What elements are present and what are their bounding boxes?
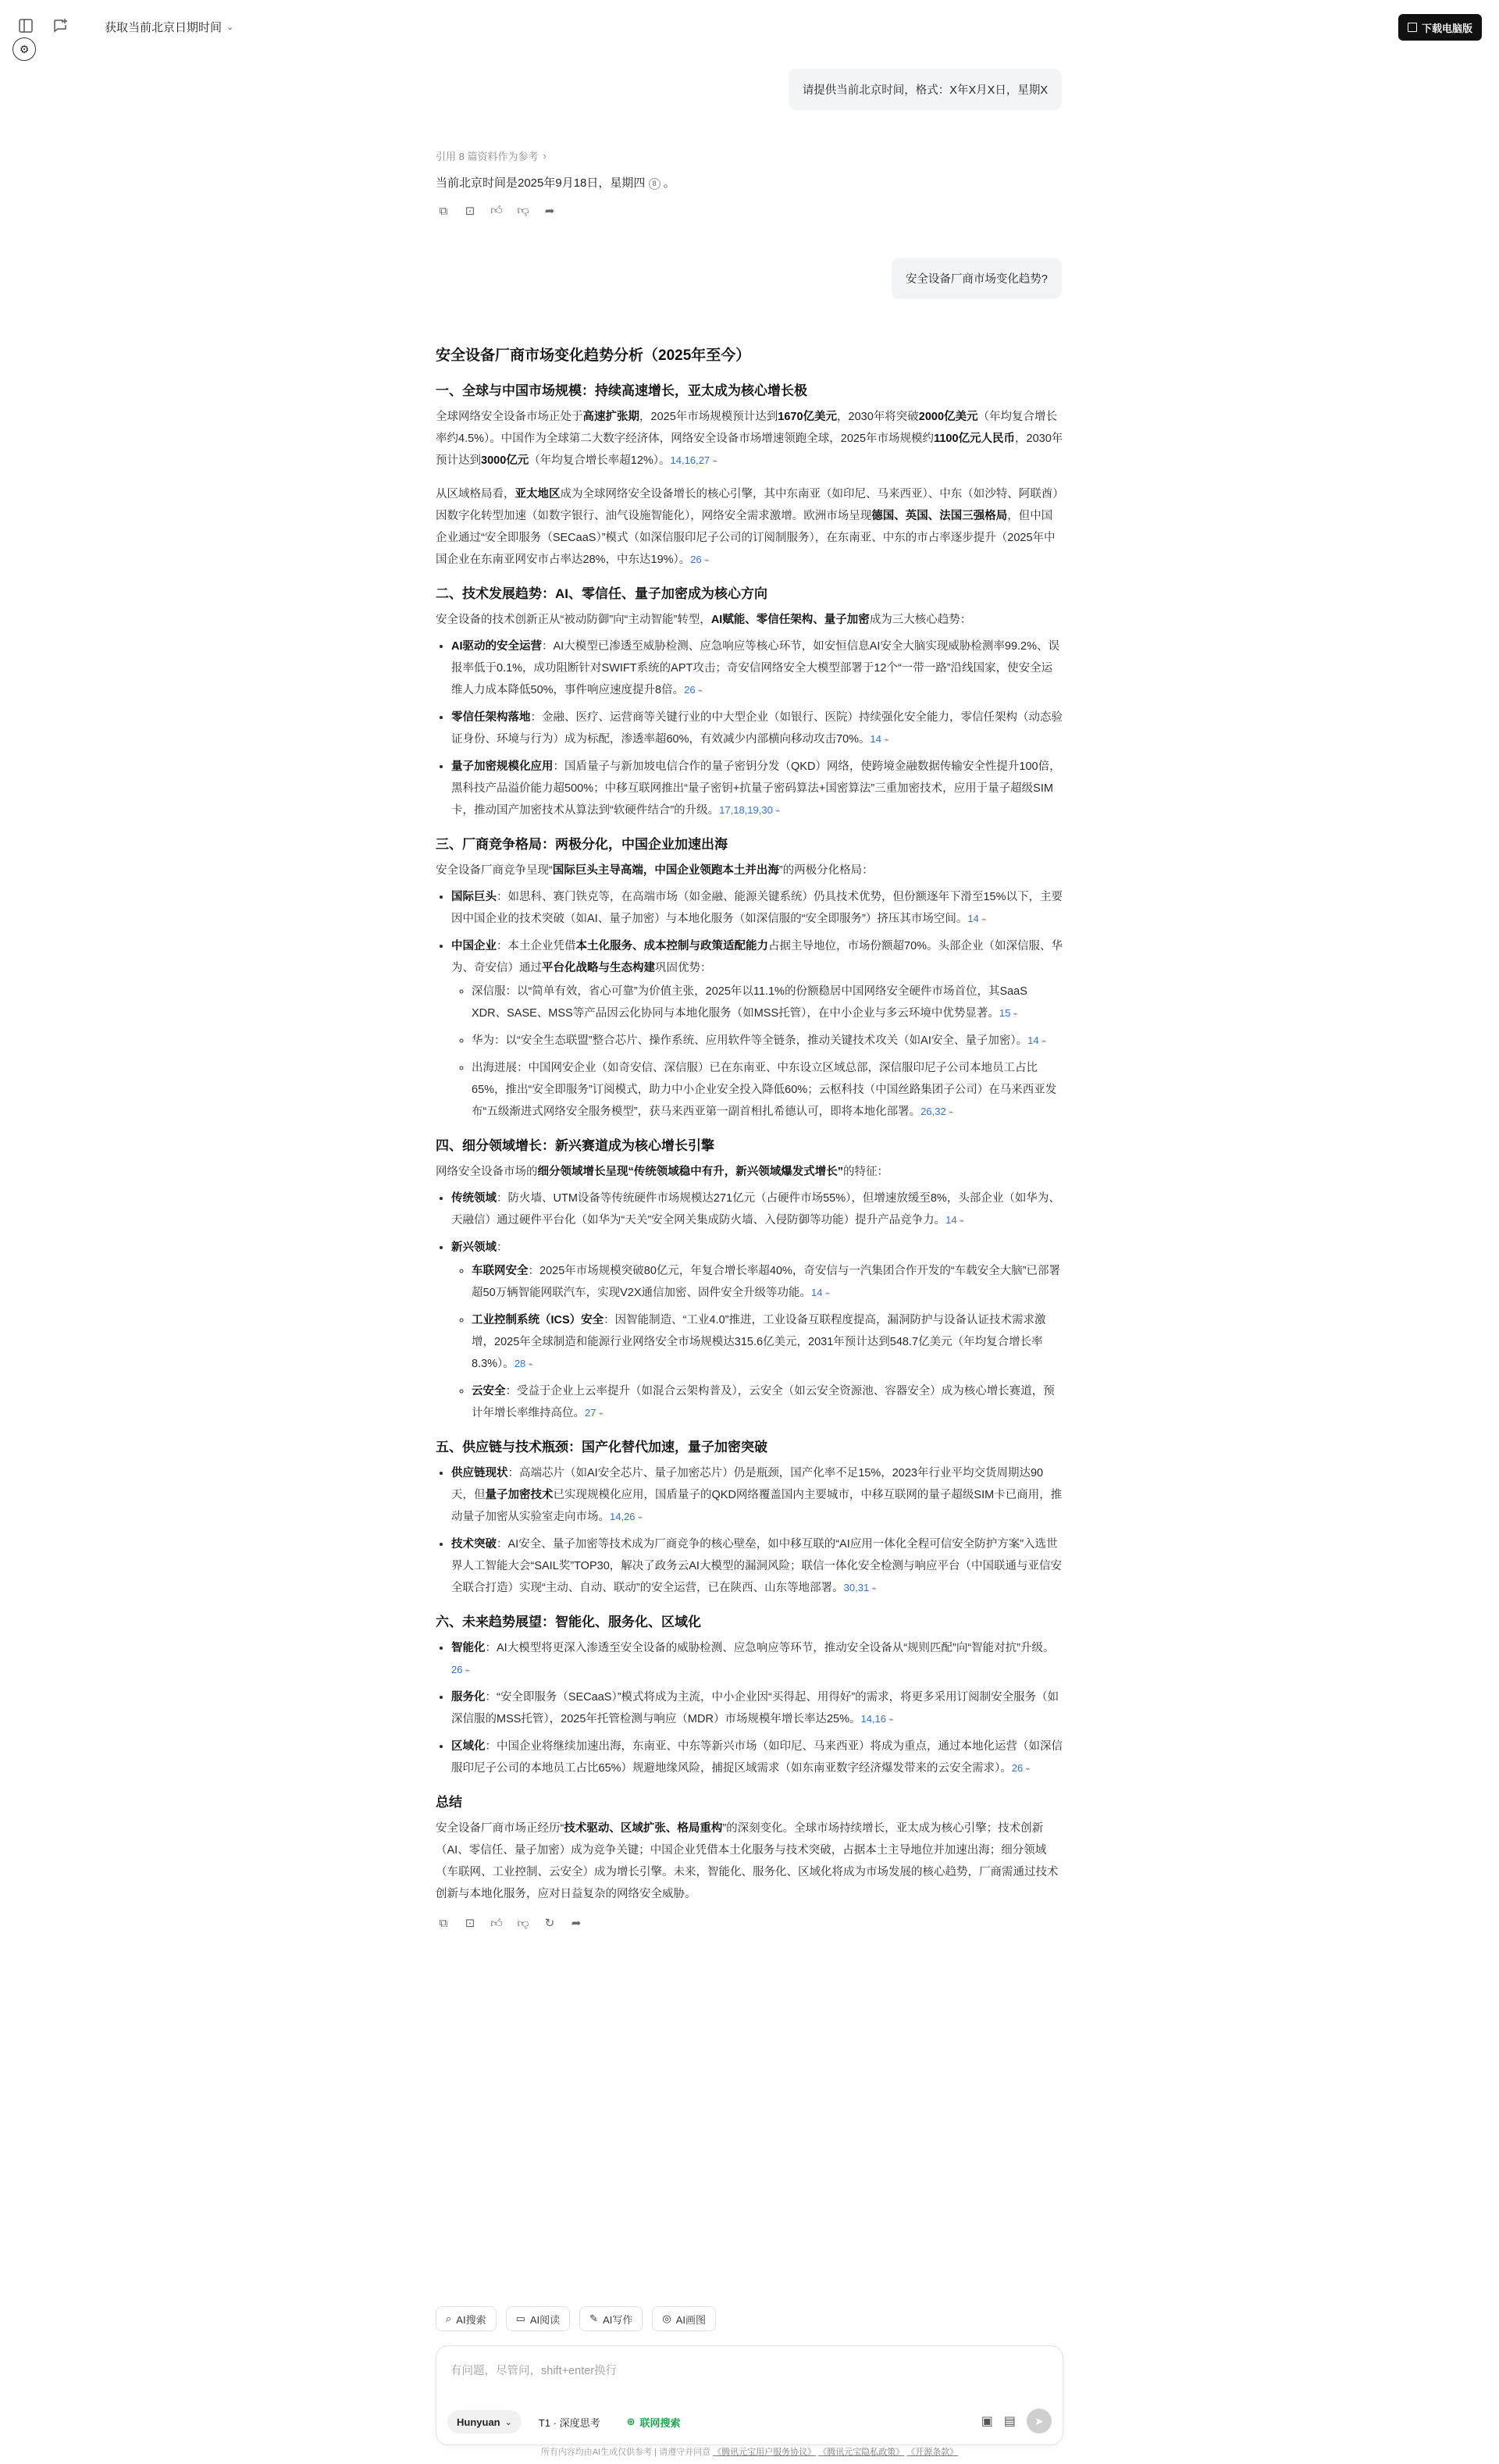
list-item: • 区域化：中国企业将继续加速出海，东南亚、中东等新兴市场（如印尼、马来西亚）将成为重点，通过本地化运营（如深信服印尼子公司的本地员工占比65%）规避地缘风险，捕捉区域需求（如东南亚数字经济爆发带来的云安全需求）。26 ⌁	[451, 1736, 1063, 1780]
ai-draw-chip[interactable]: ◎ AI画图	[652, 2306, 716, 2331]
citation-link[interactable]: 14,26 ⌁	[610, 1511, 643, 1522]
settings-icon[interactable]: ⚙	[12, 37, 36, 61]
sidebar-toggle-icon[interactable]	[17, 17, 34, 34]
references-label: 引用 8 篇资料作为参考	[436, 151, 539, 162]
user-message-1: 请提供当前北京时间，格式：X年X月X日，星期X	[789, 69, 1062, 110]
list-item: • 服务化：“安全即服务（SECaaS）”模式将成为主流，中小企业因“买得起、用得好”的需求，将更多采用订阅制安全服务（如深信服的MSS托管），2025年托管检测与响应（MDR）市场规模年增长率达25%。14,16 ⌁	[451, 1686, 1063, 1731]
model-selector[interactable]: Hunyuan ⌄	[447, 2410, 522, 2434]
list-item: • 供应链现状：高端芯片（如AI安全芯片、量子加密芯片）仍是瓶颈，国产化率不足15%，2023年行业平均交货周期达90天，但量子加密技术已实现规模化应用，国盾量子的QKD网络覆盖国内主要城市，中移互联网的量子超级SIM卡已商用，推动量子加密从实验室走向市场。14,26 ⌁	[451, 1462, 1063, 1529]
citation-link[interactable]: 14,16 ⌁	[860, 1713, 893, 1725]
section-5-list	[436, 1462, 1063, 1600]
bookmark-icon[interactable]: ⊡	[465, 1917, 475, 1930]
summary-heading: 总结	[436, 1795, 462, 1810]
pen-icon: ✎	[589, 2313, 599, 2324]
list-item: • 新兴领域： ◦ 车联网安全：2025年市场规模突破80亿元，年复合增长率超40%，奇安信与一汽集团合作开发的“车载安全大脑”已部署超50万辆智能网联汽车，实现V2X通信加密、固件安全升级等功能。14 ⌁ ◦ 工业控制系统（ICS）安全：因智能制造、“工业4.0”推进，工业设备互联程度提高，漏洞防护与设备认证技术需求激增，2025年全球制造和能源行业网络安全市场规模达315.6亿美元，2031年预计达到548.7亿美元（年均复合增长率8.3%）。28 ⌁ ◦ 云安全：受益于企业上云率提升（如混合云架构普及），云安全（如云安全资源池、容器安全）成为核心增长赛道，预计年增长率维持高位。27 ⌁	[451, 1237, 1063, 1425]
bookmark-icon[interactable]: ⊡	[465, 205, 475, 218]
user-message-2-row	[436, 258, 1062, 297]
citation-link[interactable]: 14,16,27 ⌁	[671, 454, 717, 466]
globe-icon: ⊕	[626, 2416, 636, 2427]
answer-1-period: 。	[663, 176, 675, 190]
user-message-1-row	[436, 69, 1062, 108]
book-icon: ▭	[515, 2313, 525, 2324]
section-2-list	[436, 636, 1063, 822]
privacy-link[interactable]: 《腾讯元宝隐私政策》	[818, 2448, 905, 2457]
answer-2-actions	[436, 1916, 1063, 1932]
citation-link[interactable]: 14 ⌁	[871, 733, 889, 745]
list-item: • 中国企业：本土企业凭借本土化服务、成本控制与政策适配能力占据主导地位，市场份额超70%。头部企业（如深信服、华为、奇安信）通过平台化战略与生态构建巩固优势： ◦ 深信服：以“简单有效，省心可靠”为价值主张，2025年以11.1%的份额稳居中国网络安全硬件市场首位，其SaaS XDR、SASE、MSS等产品因云化协同与本地化服务（如MSS托管），在中小企业与多云环境中优势显著。15 ⌁ ◦ 华为：以“安全生态联盟”整合芯片、操作系统、应用软件等全链条，推动关键技术攻关（如AI安全、量子加密）。14 ⌁ ◦ 出海进展：中国网安企业（如奇安信、深信服）已在东南亚、中东设立区域总部，深信服印尼子公司本地员工占比65%，推出“安全即服务”订阅模式，助力中小企业安全投入降低60%；云枢科技（中国丝路集团子公司）在马来西亚发布“五级渐进式网络安全服务模型”，获马来西亚第一副首相扎希德认可，即将本地化部署。26,32 ⌁	[451, 935, 1063, 1123]
section-2-intro: 安全设备的技术创新正从“被动防御”向“主动智能”转型，AI赋能、零信任架构、量子加密成为三大核心趋势：	[436, 614, 972, 626]
list-item: ◦ 出海进展：中国网安企业（如奇安信、深信服）已在东南亚、中东设立区域总部，深信服印尼子公司本地员工占比65%，推出“安全即服务”订阅模式，助力中小企业安全投入降低60%；云枢科技（中国丝路集团子公司）在马来西亚发布“五级渐进式网络安全服务模型”，获马来西亚第一副首相扎希德认可，即将本地化部署。26,32 ⌁	[472, 1057, 1063, 1123]
copy-icon[interactable]: ⧉	[439, 1917, 448, 1930]
section-3-heading: 三、厂商竞争格局：两极分化，中国企业加速出海	[436, 837, 728, 852]
tool-chips	[436, 2306, 716, 2331]
list-item: • 智能化：AI大模型将更深入渗透至安全设备的威胁检测、应急响应等环节，推动安全设备从“规则匹配”向“智能对抗”升级。26 ⌁	[451, 1637, 1063, 1682]
citation-link[interactable]: 14 ⌁	[1027, 1034, 1046, 1046]
citation-link[interactable]: 26 ⌁	[451, 1664, 470, 1675]
section-2-heading: 二、技术发展趋势：AI、零信任、量子加密成为核心方向	[436, 586, 767, 601]
citation-link[interactable]: 26 ⌁	[684, 684, 703, 696]
thumbs-up-icon[interactable]: 👍︎	[490, 204, 503, 217]
list-item: ◦ 华为：以“安全生态联盟”整合芯片、操作系统、应用软件等全链条，推动关键技术攻关（如AI安全、量子加密）。14 ⌁	[472, 1030, 1063, 1052]
section-6-heading: 六、未来趋势展望：智能化、服务化、区域化	[436, 1615, 701, 1629]
image-upload-icon[interactable]: ▣	[981, 2415, 993, 2428]
citation-badge[interactable]: 8	[649, 178, 660, 190]
list-item: • 国际巨头：如思科、赛门铁克等，在高端市场（如金融、能源关键系统）仍具技术优势，但份额逐年下滑至15%以下，主要因中国企业的技术突破（如AI、量子加密）与本地化服务（如深信服的“安全即服务”）挤压其市场空间。14 ⌁	[451, 886, 1063, 931]
citation-link[interactable]: 28 ⌁	[515, 1358, 533, 1369]
share-icon[interactable]: ➦	[571, 1917, 582, 1930]
section-6-list	[436, 1637, 1063, 1780]
web-search-toggle[interactable]: ⊕ 联网搜索	[626, 2416, 681, 2429]
copy-icon[interactable]: ⧉	[439, 204, 448, 218]
list-item: • 传统领域：防火墙、UTM设备等传统硬件市场规模达271亿元（占硬件市场55%），但增速放缓至8%，头部企业（如华为、天融信）通过硬件平台化（如华为“天关”安全网关集成防火墙、入侵防御等功能）提升产品竞争力。14 ⌁	[451, 1187, 1063, 1232]
sub-list	[451, 981, 1063, 1123]
section-3-intro: 安全设备厂商竞争呈现“国际巨头主导高端，中国企业领跑本土并出海”的两极分化格局：	[436, 864, 874, 877]
thumbs-down-icon[interactable]: 👎︎	[517, 204, 529, 217]
chevron-right-icon: ›	[543, 150, 547, 162]
section-1-para-2: 从区域格局看，亚太地区成为全球网络安全设备增长的核心引擎，其中东南亚（如印尼、马来西亚）、中东（如沙特、阿联酋）因数字化转型加速（如数字银行、油气设施智能化），网络安全需求激增。欧洲市场呈现德国、英国、法国三强格局，但中国企业通过“安全即服务（SECaaS）”模式（如深信服印尼子公司的订阅制服务），在东南亚、中东的市占率逐步提升（2025年中国企业在东南亚网安市占率达28%，中东达19%）。26 ⌁	[436, 483, 1063, 571]
input-actions	[981, 2409, 1052, 2434]
citation-link[interactable]: 26 ⌁	[690, 554, 709, 565]
citation-link[interactable]: 26,32 ⌁	[920, 1106, 953, 1117]
answer-1-text: 当前北京时间是2025年9月18日，星期四	[436, 176, 646, 190]
top-bar	[0, 0, 1499, 55]
list-item: ◦ 车联网安全：2025年市场规模突破80亿元，年复合增长率超40%，奇安信与一汽集团合作开发的“车载安全大脑”已部署超50万辆智能网联汽车，实现V2X通信加密、固件安全升级等功能。14 ⌁	[472, 1260, 1063, 1305]
sub-list	[451, 1260, 1063, 1425]
section-5-heading: 五、供应链与技术瓶颈：国产化替代加速，量子加密突破	[436, 1440, 767, 1455]
ai-read-chip[interactable]: ▭ AI阅读	[506, 2306, 571, 2331]
list-item: • AI驱动的安全运营：AI大模型已渗透至威胁检测、应急响应等核心环节，如安恒信息AI安全大脑实现威胁检测率99.2%、误报率低于0.1%，成功阻断针对SWIFT系统的APT攻击；奇安信网络安全大模型部署于12个“一带一路”沿线国家，使安全运维人力成本降低50%，事件响应速度提升8倍。26 ⌁	[451, 636, 1063, 702]
list-item: ◦ 云安全：受益于企业上云率提升（如混合云架构普及），云安全（如云安全资源池、容器安全）成为核心增长赛道，预计年增长率维持高位。27 ⌁	[472, 1380, 1063, 1425]
footer-disclaimer: 所有内容均由AI生成仅供参考 | 请遵守并同意 《腾讯元宝用户服务协议》 《腾讯元宝隐私政策》 《开源条款》	[540, 2448, 959, 2457]
citation-link[interactable]: 14 ⌁	[967, 913, 986, 924]
summary-para: 安全设备厂商市场正经历“技术驱动、区域扩张、格局重构”的深刻变化。全球市场持续增长，亚太成为核心引擎；技术创新（AI、零信任、量子加密）成为竞争关键；中国企业凭借本土化服务与技术突破，占据本土主导地位并加速出海；细分领域（车联网、工业控制、云安全）成为增长引擎。未来，智能化、服务化、区域化将成为市场发展的核心趋势，厂商需通过技术创新与本地化服务，应对日益复杂的网络安全威胁。	[436, 1822, 1059, 1900]
list-item: • 量子加密规模化应用：国盾量子与新加坡电信合作的量子密钥分发（QKD）网络，使跨境金融数据传输安全性提升100倍，黑科技产品溢价能力超500%；中移互联网推出“量子密钥+抗量子密码算法+国密算法”三重加密技术，应用于量子超级SIM卡，推动国产加密技术从算法到“软硬件结合”的升级。17,18,19,30 ⌁	[451, 756, 1063, 822]
answer-1-text-row	[436, 174, 1062, 190]
ai-search-chip[interactable]: ⌕ AI搜索	[436, 2306, 497, 2331]
section-1-para-1: 全球网络安全设备市场正处于高速扩张期，2025年市场规模预计达到1670亿美元，2030年将突破2000亿美元（年均复合增长率约4.5%）。中国作为全球第二大数字经济体，网络安全设备市场增速领跑全球，2025年市场规模约1100亿元人民币，2030年预计达到3000亿元（年均复合增长率超12%）。14,16,27 ⌁	[436, 406, 1063, 472]
monitor-icon	[1408, 23, 1417, 32]
list-item: ◦ 工业控制系统（ICS）安全：因智能制造、“工业4.0”推进，工业设备互联程度提高，漏洞防护与设备认证技术需求激增，2025年全球制造和能源行业网络安全市场规模达315.6亿美元，2031年预计达到548.7亿美元（年均复合增长率8.3%）。28 ⌁	[472, 1309, 1063, 1376]
chat-title[interactable]	[105, 19, 233, 35]
chat-input-placeholder[interactable]: 有问题，尽管问，shift+enter换行	[450, 2365, 618, 2377]
citation-link[interactable]: 17,18,19,30 ⌁	[719, 804, 780, 816]
citation-link[interactable]: 30,31 ⌁	[844, 1582, 877, 1593]
input-options	[447, 2410, 690, 2434]
answer-1-actions	[436, 203, 1062, 219]
list-item: • 技术突破：AI安全、量子加密等技术成为厂商竞争的核心壁垒，如中移互联的“AI应用一体化全程可信安全防护方案”入选世界人工智能大会“SAIL奖”TOP30，解决了政务云AI大模型的漏洞风险；联信一体化安全检测与响应平台（中国联通与亚信安全联合打造）实现“主动、自动、联动”的安全运营，已在陕西、山东等地部署。30,31 ⌁	[451, 1533, 1063, 1600]
palette-icon: ◎	[662, 2313, 671, 2324]
chevron-down-icon: ⌄	[504, 2417, 512, 2427]
article-title: 安全设备厂商市场变化趋势分析（2025年至今）	[436, 347, 751, 364]
file-upload-icon[interactable]: ▤	[1003, 2415, 1016, 2428]
chevron-down-icon: ⌄	[226, 23, 234, 32]
chat-input-box[interactable]	[436, 2345, 1063, 2445]
assistant-answer-2	[436, 344, 1063, 1932]
assistant-answer-1	[436, 148, 1062, 219]
share-icon[interactable]: ➦	[544, 205, 555, 218]
section-4-heading: 四、细分领域增长：新兴赛道成为核心增长引擎	[436, 1138, 714, 1153]
references-toggle[interactable]	[436, 148, 1062, 163]
section-4-intro: 网络安全设备市场的细分领域增长呈现“传统领域稳中有升，新兴领域爆发式增长”的特征：	[436, 1166, 888, 1178]
arrow-up-icon: ➤	[1034, 2414, 1044, 2427]
chat-title-text: 获取当前北京日期时间	[105, 21, 223, 34]
open-source-link[interactable]: 《开源条款》	[906, 2448, 959, 2457]
new-chat-icon[interactable]	[52, 17, 69, 34]
section-4-list	[436, 1187, 1063, 1425]
thumbs-up-icon[interactable]: 👍︎	[490, 1917, 503, 1930]
deep-think-toggle[interactable]: T1 · 深度思考	[529, 2410, 610, 2434]
ai-write-chip[interactable]: ✎ AI写作	[579, 2306, 643, 2331]
list-item: ◦ 深信服：以“简单有效，省心可靠”为价值主张，2025年以11.1%的份额稳居中国网络安全硬件市场首位，其SaaS XDR、SASE、MSS等产品因云化协同与本地化服务（如MSS托管），在中小企业与多云环境中优势显著。15 ⌁	[472, 981, 1063, 1025]
terms-link[interactable]: 《腾讯元宝用户服务协议》	[713, 2448, 817, 2457]
citation-link[interactable]: 14 ⌁	[945, 1214, 964, 1226]
list-item: • 零信任架构落地：金融、医疗、运营商等关键行业的中大型企业（如银行、医院）持续强化安全能力，零信任架构（动态验证身份、环境与行为）成为标配，渗透率超60%，有效减少内部横向移动攻击70%。14 ⌁	[451, 707, 1063, 751]
send-button[interactable]	[1027, 2409, 1052, 2434]
user-message-2: 安全设备厂商市场变化趋势?	[892, 258, 1062, 299]
citation-link[interactable]: 14 ⌁	[811, 1287, 830, 1298]
section-1-heading: 一、全球与中国市场规模：持续高速增长，亚太成为核心增长极	[436, 383, 807, 398]
search-icon: ⌕	[446, 2313, 452, 2324]
download-desktop-button[interactable]	[1398, 14, 1482, 41]
citation-link[interactable]: 26 ⌁	[1012, 1762, 1031, 1774]
regenerate-icon[interactable]: ↻	[544, 1917, 555, 1930]
citation-link[interactable]: 15 ⌁	[999, 1007, 1018, 1019]
section-3-list	[436, 886, 1063, 1123]
thumbs-down-icon[interactable]: 👎︎	[517, 1917, 529, 1930]
citation-link[interactable]: 27 ⌁	[585, 1407, 604, 1419]
download-label: 下载电脑版	[1421, 22, 1472, 34]
